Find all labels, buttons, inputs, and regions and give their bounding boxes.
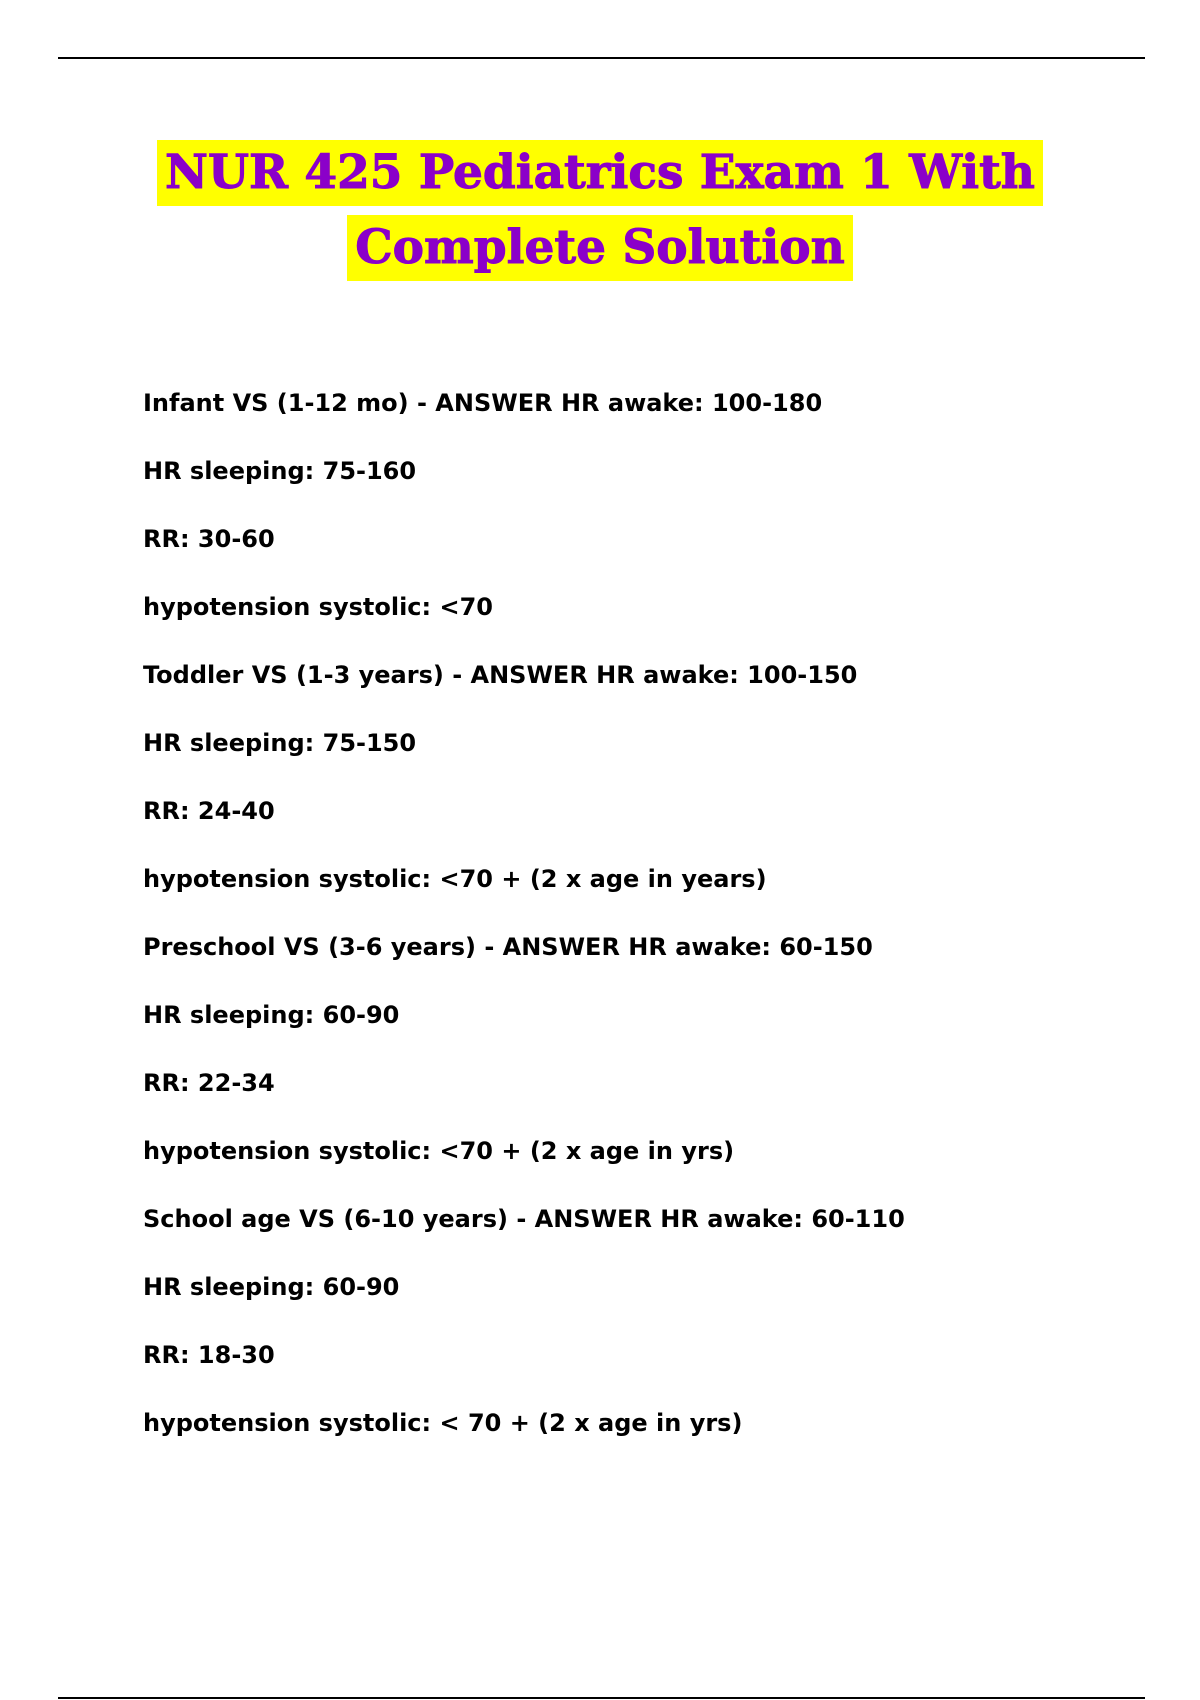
qa-line: HR sleeping: 60-90 [143,1273,400,1301]
title-line-1: NUR 425 Pediatrics Exam 1 With [157,140,1043,206]
qa-line: Infant VS (1-12 mo) - ANSWER HR awake: 100-180 [143,389,823,417]
document-title [0,140,1200,281]
qa-line: Preschool VS (3-6 years) - ANSWER HR awake: 60-150 [143,933,873,961]
qa-line: hypotension systolic: <70 + (2 x age in yrs) [143,1137,735,1165]
title-line-2: Complete Solution [347,215,852,281]
qa-line: RR: 24-40 [143,797,275,825]
qa-list [143,376,905,1464]
qa-line: HR sleeping: 60-90 [143,1001,400,1029]
qa-line: School age VS (6-10 years) - ANSWER HR awake: 60-110 [143,1205,905,1233]
bottom-rule [58,1697,1145,1699]
top-rule [58,57,1145,59]
qa-line: hypotension systolic: <70 + (2 x age in years) [143,865,767,893]
qa-line: HR sleeping: 75-160 [143,457,417,485]
qa-line: hypotension systolic: <70 [143,593,493,621]
qa-line: Toddler VS (1-3 years) - ANSWER HR awake: 100-150 [143,661,858,689]
qa-line: RR: 30-60 [143,525,275,553]
qa-line: RR: 22-34 [143,1069,275,1097]
qa-line: HR sleeping: 75-150 [143,729,417,757]
qa-line: RR: 18-30 [143,1341,275,1369]
qa-line: hypotension systolic: < 70 + (2 x age in yrs) [143,1409,743,1437]
